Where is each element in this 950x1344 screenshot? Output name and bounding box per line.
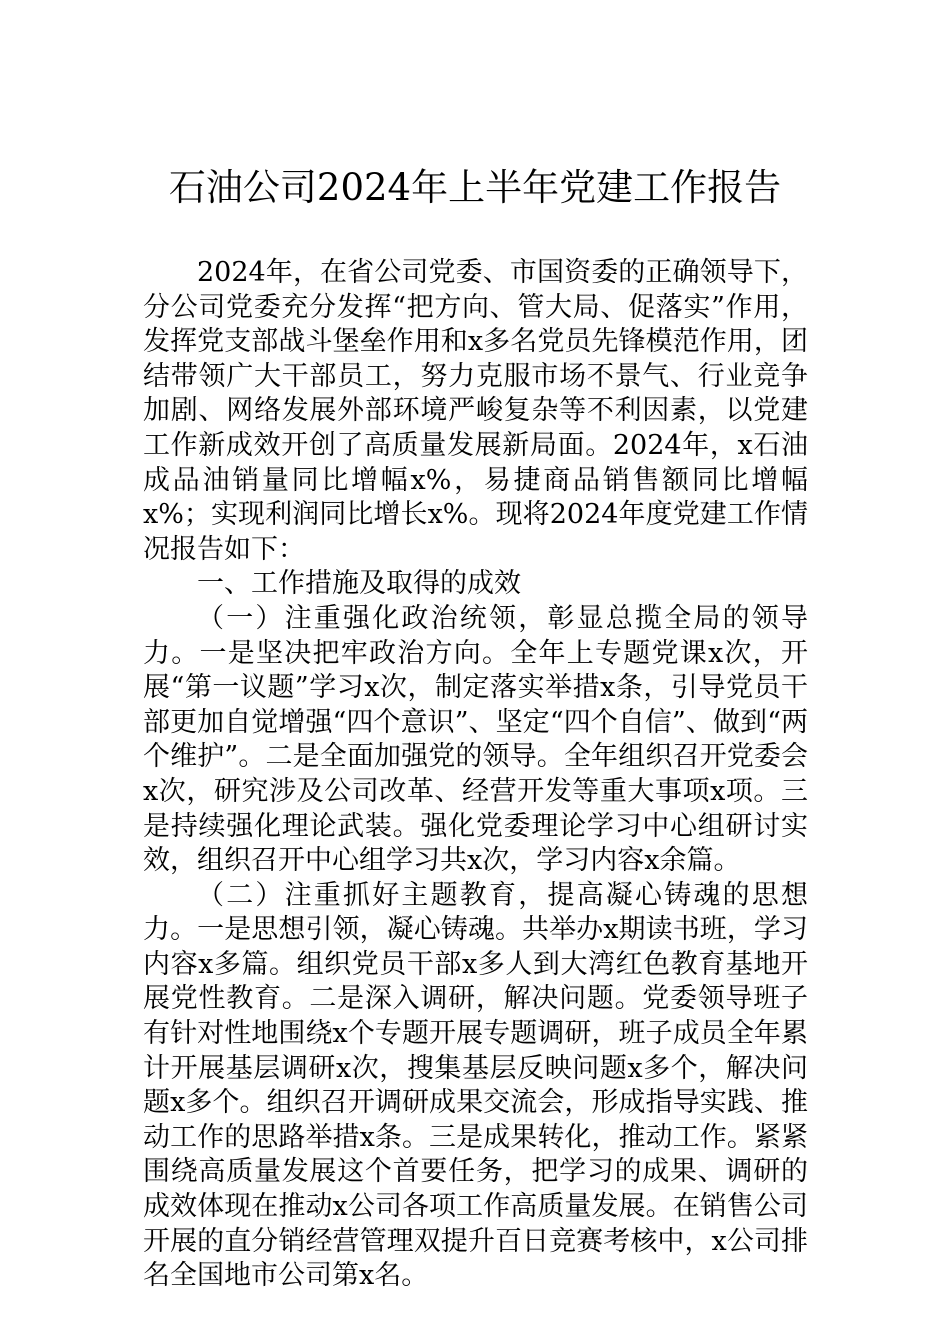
document-title: 石油公司2024年上半年党建工作报告	[168, 166, 782, 209]
document-body	[143, 256, 808, 1294]
intro-paragraph: 2024年，在省公司党委、市国资委的正确领导下，分公司党委充分发挥“把方向、管大局、促落实”作用，发挥党支部战斗堡垒作用和x多名党员先锋模范作用，团结带领广大干部员工，努力克服市场不景气、行业竞争加剧、网络发展外部环境严峻复杂等不利因素，以党建工作新成效开创了高质量发展新局面。2024年，x石油成品油销量同比增幅x%，易捷商品销售额同比增幅x%；实现利润同比增长x%。现将2024年度党建工作情况报告如下：	[143, 257, 808, 565]
body-paragraph: （二）注重抓好主题教育，提高凝心铸魂的思想力。一是思想引领，凝心铸魂。共举办x期读书班，学习内容x多篇。组织党员干部x多人到大湾红色教育基地开展党性教育。二是深入调研，解决问题。党委领导班子有针对性地围绕x个专题开展专题调研，班子成员全年累计开展基层调研x次，搜集基层反映问题x多个，解决问题x多个。组织召开调研成果交流会，形成指导实践、推动工作的思路举措x条。三是成果转化，推动工作。紧紧围绕高质量发展这个首要任务，把学习的成果、调研的成效体现在推动x公司各项工作高质量发展。在销售公司开展的直分销经营管理双提升百日竞赛考核中，x公司排名全国地市公司第x名。	[143, 879, 808, 1292]
section-heading: 一、工作措施及取得的成效	[197, 568, 521, 600]
body-paragraph: （一）注重强化政治统领，彰显总揽全局的领导力。一是坚决把牢政治方向。全年上专题党课x次，开展“第一议题”学习x次，制定落实举措x条，引导党员干部更加自觉增强“四个意识”、坚定“四个自信”、做到“两个维护”。二是全面加强党的领导。全年组织召开党委会x次，研究涉及公司改革、经营开发等重大事项x项。三是持续强化理论武装。强化党委理论学习中心组研讨实效，组织召开中心组学习共x次，学习内容x余篇。	[143, 602, 808, 877]
